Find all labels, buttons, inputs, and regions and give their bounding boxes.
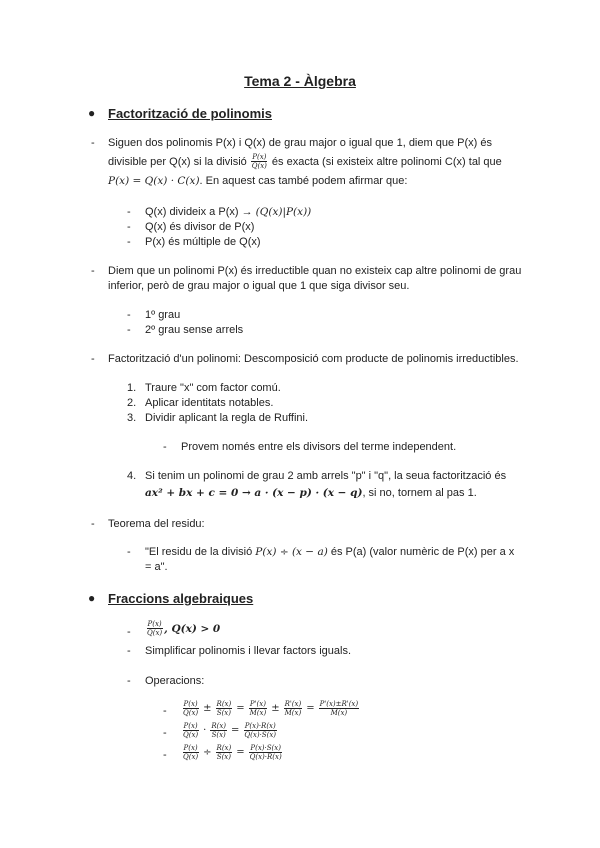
fraction-numerator: P(x) (183, 700, 198, 708)
dash-marker: - (163, 749, 167, 761)
numbered-marker: 1. (127, 382, 137, 394)
operator: ± (271, 703, 280, 714)
math-expression: (Q(x)|P(x)) (255, 206, 312, 218)
dash-marker: - (127, 324, 131, 336)
page-title: Tema 2 - Àlgebra (244, 73, 356, 89)
fraction-numerator: P(x)·R(x) (244, 722, 276, 730)
dash-marker: - (127, 309, 131, 321)
list-item: P(x) és múltiple de Q(x) (145, 236, 261, 248)
section-bullet: ● (88, 106, 96, 120)
section-heading-factoritzacio: Factorització de polinomis (108, 106, 272, 121)
text-span: "El residu de la divisió (145, 546, 253, 558)
numbered-item: Traure "x" com factor comú. (145, 382, 281, 394)
fraction (249, 700, 268, 717)
list-item (145, 206, 311, 218)
operator: = (231, 725, 240, 736)
operation-row-division (181, 744, 284, 761)
operator: · (203, 725, 207, 736)
paragraph-line: Factorització d'un polinomi: Descomposició com producte de polinomis irreductibles. (108, 353, 519, 365)
operator: = (236, 747, 245, 758)
fraction (243, 722, 277, 739)
dash-marker: - (127, 221, 131, 233)
dash-marker: - (163, 441, 167, 453)
list-item: Simplificar polinomis i llevar factors iguals. (145, 645, 352, 657)
dash-marker: - (163, 727, 167, 739)
fraction-denominator: Q(x) (183, 753, 199, 761)
list-item (145, 620, 220, 637)
fraction-numerator: R(x) (216, 700, 232, 708)
fraction-denominator: Q(x) (183, 709, 199, 717)
list-item: 2º grau sense arrels (145, 324, 244, 336)
fraction-denominator: Q(x) (183, 731, 199, 739)
numbered-item-continuation (145, 487, 477, 499)
fraction-numerator: P(x) (252, 153, 267, 161)
list-item: Provem només entre els divisors del terme independent. (181, 441, 457, 453)
section-heading-fraccions: Fraccions algebraiques (108, 591, 254, 606)
fraction (319, 700, 360, 717)
list-item: Operacions: (145, 675, 205, 687)
numbered-marker: 3. (127, 412, 137, 424)
fraction (216, 700, 233, 717)
paragraph-line (108, 153, 502, 170)
fraction-numerator: R(x) (211, 722, 227, 730)
fraction (182, 700, 199, 717)
text-span: , si no, tornem al pas 1. (362, 487, 477, 499)
fraction (284, 700, 303, 717)
fraction-numerator: R(x) (216, 744, 232, 752)
fraction-denominator: S(x) (216, 753, 231, 761)
dash-marker: - (127, 675, 131, 687)
fraction-denominator: M(x) (249, 709, 267, 717)
dash-marker: - (127, 645, 131, 657)
dash-marker: - (127, 236, 131, 248)
numbered-item: Si tenim un polinomi de grau 2 amb arrels "p" i "q", la seua factorització és (145, 470, 507, 482)
fraction (182, 744, 199, 761)
fraction-numerator: P(x) (183, 744, 198, 752)
math-expression: ax² + bx + c = 0 → a · (x − p) · (x − q) (145, 487, 363, 499)
numbered-item: Dividir aplicant la regla de Ruffini. (145, 412, 309, 424)
numbered-item: Aplicar identitats notables. (145, 397, 274, 409)
fraction (182, 722, 199, 739)
list-item: 1º grau (145, 309, 181, 321)
text-span: . En aquest cas també podem afirmar que: (199, 175, 408, 187)
fraction-denominator: S(x) (216, 709, 231, 717)
fraction-denominator: Q(x)·S(x) (244, 731, 277, 739)
text-span: és exacta (si existeix altre polinomi C(x) tal que (271, 155, 502, 168)
fraction-denominator: M(x) (284, 709, 302, 717)
dash-marker: - (127, 546, 131, 558)
dash-marker: - (91, 265, 95, 277)
paragraph-line (108, 175, 407, 187)
dash-marker: - (91, 353, 95, 365)
math-expression: , Q(x) > 0 (164, 622, 221, 635)
fraction (249, 744, 283, 761)
fraction-numerator: P'(x)±R'(x) (319, 700, 359, 708)
list-item-continuation: = a". (145, 561, 168, 573)
fraction-numerator: P'(x) (249, 700, 266, 708)
paragraph-line: inferior, però de grau major o igual que 1 que siga divisor seu. (108, 280, 410, 292)
dash-marker: - (91, 518, 95, 530)
fraction-numerator: P(x)·S(x) (250, 744, 281, 752)
dash-marker: - (91, 137, 95, 149)
paragraph-line: Siguen dos polinomis P(x) i Q(x) de grau major o igual que 1, diem que P(x) és (108, 137, 492, 149)
text-span: és P(a) (valor numèric de P(x) per a x (330, 546, 515, 558)
operation-row-sum (181, 700, 360, 717)
numbered-marker: 4. (127, 470, 137, 482)
fraction-numerator: P(x) (183, 722, 198, 730)
operator: ÷ (203, 747, 212, 758)
fraction-numerator: P(x) (147, 620, 162, 628)
section-bullet: ● (88, 591, 96, 605)
fraction (216, 744, 233, 761)
fraction-denominator: Q(x) (251, 162, 267, 170)
operation-row-product (181, 722, 278, 739)
dash-marker: - (163, 705, 167, 717)
operator: ± (203, 703, 212, 714)
numbered-marker: 2. (127, 397, 137, 409)
paragraph-line: Diem que un polinomi P(x) és irreductible quan no existeix cap altre polinomi de grau (108, 265, 522, 277)
list-item: Q(x) és divisor de P(x) (145, 221, 255, 233)
fraction-numerator: R'(x) (284, 700, 302, 708)
text-span: divisible per Q(x) si la divisió (108, 155, 247, 168)
fraction (251, 153, 268, 170)
fraction (210, 722, 227, 739)
fraction-denominator: S(x) (211, 731, 226, 739)
list-item (145, 546, 514, 558)
operator: = (236, 703, 245, 714)
operator: = (306, 703, 315, 714)
math-expression: P(x) = Q(x) · C(x) (108, 175, 200, 187)
math-expression: P(x) ÷ (x − a) (255, 546, 328, 558)
dash-marker: - (127, 206, 131, 218)
fraction (146, 620, 163, 637)
fraction-denominator: Q(x) (147, 629, 163, 637)
dash-marker: - (127, 626, 131, 638)
fraction-denominator: M(x) (330, 709, 348, 717)
fraction-denominator: Q(x)·R(x) (249, 753, 282, 761)
paragraph-line: Teorema del residu: (108, 518, 205, 530)
text-span: Q(x) divideix a P(x) → (145, 206, 253, 218)
